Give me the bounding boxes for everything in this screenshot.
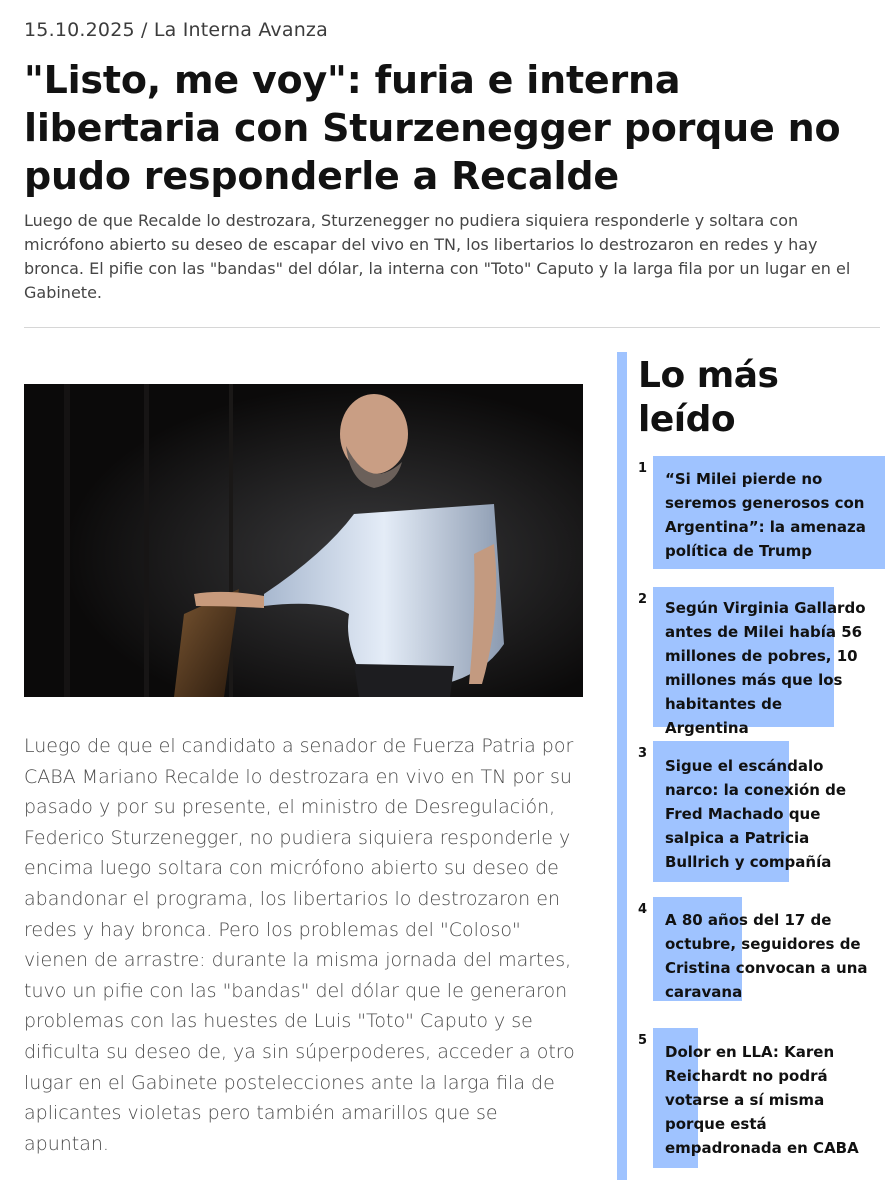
most-read-link[interactable]: “Si Milei pierde no seremos generosos con Argentina”: la amenaza política de Trump [665,470,866,560]
portrait-image [24,384,583,697]
rank-number: 3 [638,746,648,761]
rank-number: 5 [638,1033,648,1048]
most-read-title: Lo más leído [638,355,779,440]
most-read-link[interactable]: Dolor en LLA: Karen Reichardt no podrá votarse a sí misma porque está empadronada en CABA [665,1043,859,1157]
rank-number: 4 [638,902,648,917]
article-lead: Luego de que Recalde lo destrozara, Sturzenegger no pudiera siquiera responderle y soltara con micrófono abierto su deseo de escapar del vivo en TN, los libertarios lo destrozaron en redes y hay bronca. El pifie con las "bandas" del dólar, la interna con "Toto" Caputo y la larga fila por un lugar en el Gabinete. [24,211,851,302]
most-read-link[interactable]: Según Virginia Gallardo antes de Milei había 56 millones de pobres, 10 millones más que los habitantes de Argentina [665,599,866,737]
most-read-link[interactable]: Sigue el escándalo narco: la conexión de Fred Machado que salpica a Patricia Bullrich y compañía [665,757,847,871]
article-kicker: 15.10.2025 / La Interna Avanza [24,19,328,41]
article-headline: "Listo, me voy": furia e interna libertaria con Sturzenegger porque no pudo responderle a Recalde [24,58,841,198]
sidebar-accent-bar [617,352,627,1180]
article-body: Luego de que el candidato a senador de Fuerza Patria por CABA Mariano Recalde lo destrozara en vivo en TN por su pasado y por su presente, el ministro de Desregulación, Federico Sturzenegger, no pudiera siquiera responderle y encima luego soltara con micrófono abierto su deseo de abandonar el programa, los libertarios lo destrozaron en redes y hay bronca. Pero los problemas del "Coloso" vienen de arrastre: durante la misma jornada del martes, tuvo un pifie con las "bandas" del dólar que le generaron problemas con las huestes de Luis "Toto" Caputo y se dificulta su deseo de, ya sin súperpoderes, acceder a otro lugar en el Gabinete postelecciones ante la larga fila de aplicantes violetas pero también amarillos que se apuntan. [24,735,575,1155]
divider [24,327,880,328]
article-photo [24,384,583,697]
rank-number: 2 [638,592,648,607]
most-read-link[interactable]: A 80 años del 17 de octubre, seguidores de Cristina convocan a una caravana [665,911,868,1001]
rank-number: 1 [638,461,648,476]
